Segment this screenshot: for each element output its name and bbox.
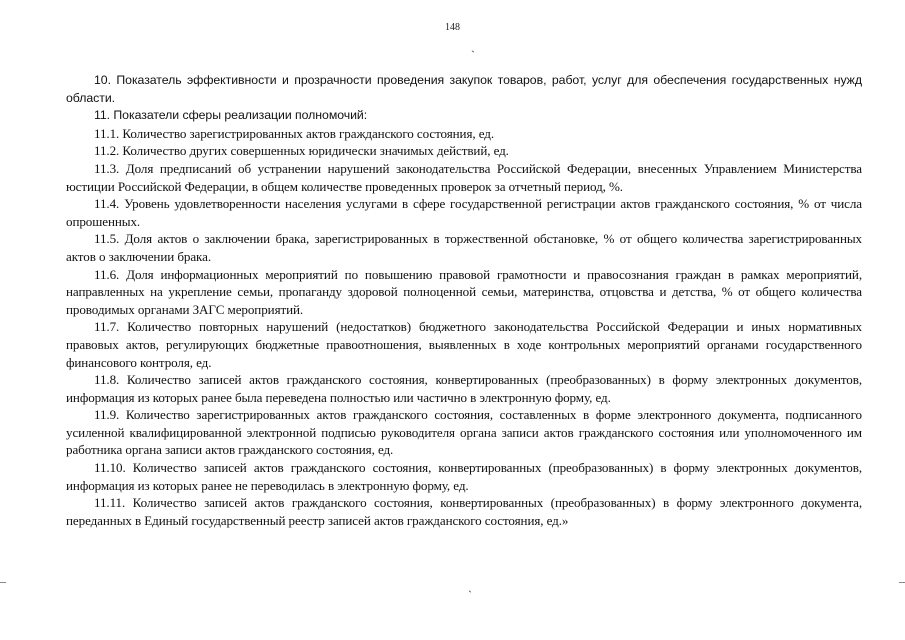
paragraph-11-9: 11.9. Количество зарегистрированных актов гражданского состояния, составленных в форме электронного документа, подписанного усиленной квалифицированной электронной подписью руководителя органа записи актов гражданского состояния или уполномоченного им работника органа записи актов гражданского состояния, ед. <box>66 407 862 458</box>
scan-mark-bottom: ` <box>468 588 472 602</box>
paragraph-11-3: 11.3. Доля предписаний об устранении нарушений законодательства Российской Федерации, внесенных Управлением Министерства юстиции Российской Федерации, в общем количестве проведенных проверок за отчетный период, %. <box>66 160 862 194</box>
page-number: 148 <box>445 22 460 33</box>
paragraph-11-8: 11.8. Количество записей актов гражданского состояния, конвертированных (преобразованных) в форму электронных документов, информация из которых ранее была переведена полностью или частично в электронную форму, ед. <box>66 372 862 405</box>
scan-mark-top: ` <box>471 48 475 62</box>
paragraph-11-4: 11.4. Уровень удовлетворенности населения услугами в сфере государственной регистрации актов гражданского состояния, % от числа опрошенных. <box>66 196 862 229</box>
paragraph-11: 11. Показатели сферы реализации полномочий: <box>94 108 368 123</box>
paragraph-11-11: 11.11. Количество записей актов гражданского состояния, конвертированных (преобразованных) в форму электронного документа, переданных в Единый государственный реестр записей актов гражданского состояния, ед.» <box>66 495 862 528</box>
paragraph-11-2: 11.2. Количество других совершенных юридически значимых действий, ед. <box>94 143 509 159</box>
paragraph-11-6: 11.6. Доля информационных мероприятий по повышению правовой грамотности и правосознания граждан в рамках мероприятий, направленных на укрепление семьи, пропаганду здоровой полноценной семьи, материнства, отцовства и детства, % от общего количества проводимых органами ЗАГС мероприятий. <box>66 266 862 317</box>
document-body <box>66 72 862 529</box>
paragraph-11-7: 11.7. Количество повторных нарушений (недостатков) бюджетного законодательства Российской Федерации и иных нормативных правовых актов, регулирующих бюджетные правоотношения, выявленных в ходе контрольных мероприятий органами государственного финансового контроля, ед. <box>66 319 862 370</box>
paragraph-11-5: 11.5. Доля актов о заключении брака, зарегистрированных в торжественной обстановке, % от общего количества зарегистрированных актов о заключении брака. <box>66 231 862 264</box>
paragraph-11-10: 11.10. Количество записей актов гражданского состояния, конвертированных (преобразованных) в форму электронных документов, информация из которых ранее не переводилась в электронную форму, ед. <box>66 460 862 493</box>
paragraph-11-1: 11.1. Количество зарегистрированных актов гражданского состояния, ед. <box>94 125 495 141</box>
scan-edge-mark-left <box>0 582 6 583</box>
paragraph-10: 10. Показатель эффективности и прозрачности проведения закупок товаров, работ, услуг для обеспечения государственных нужд области. <box>66 73 862 105</box>
scan-edge-mark-right <box>899 582 905 583</box>
